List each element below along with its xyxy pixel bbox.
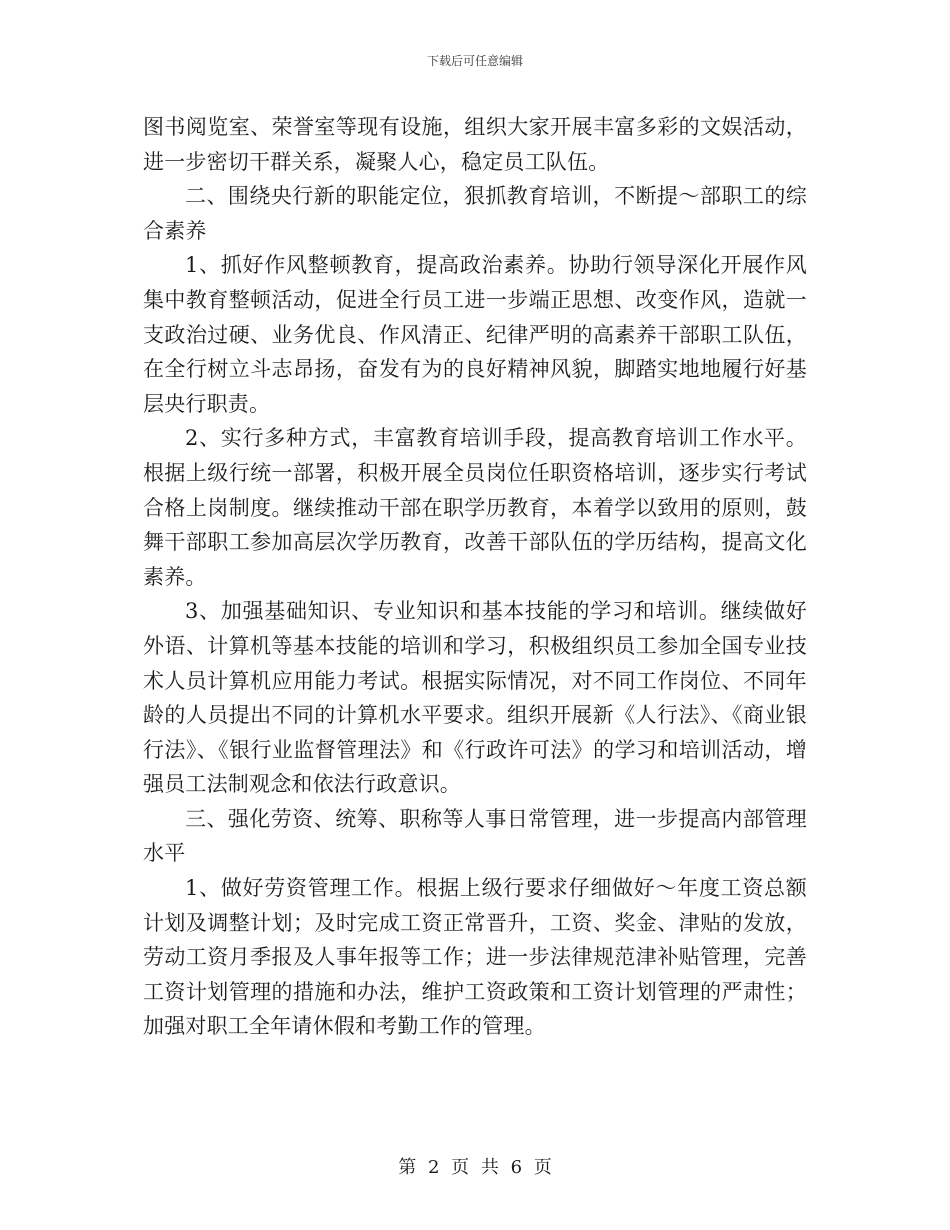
paragraph-item-1-labor: 1、做好劳资管理工作。根据上级行要求仔细做好～年度工资总额计划及调整计划；及时完成工资正常晋升，工资、奖金、津贴的发放，劳动工资月季报及人事年报等工作；进一步法律规范津补贴管理，完善工资计划管理的措施和办法，维护工资政策和工资计划管理的严肃性；加强对职工全年请休假和考勤工作的管理。 — [143, 876, 807, 1039]
paragraph-item-2: 2、实行多种方式，丰富教育培训手段，提高教育培训工作水平。根据上级行统一部署，积极开展全员岗位任职资格培训，逐步实行考试合格上岗制度。继续推动干部在职学历教育，本着学以致用的原则，鼓舞干部职工参加高层次学历教育，改善干部队伍的学历结构，提高文化素养。 — [143, 426, 807, 589]
page-header-note: 下载后可任意编辑 — [426, 54, 523, 68]
paragraph-item-1: 1、抓好作风整顿教育，提高政治素养。协助行领导深化开展作风集中教育整顿活动，促进全行员工进一步端正思想、改变作风，造就一支政治过硬、业务优良、作风清正、纪律严明的高素养干部职工队伍，在全行树立斗志昂扬，奋发有为的良好精神风貌，脚踏实地地履行好基层央行职责。 — [143, 253, 807, 416]
section-heading-3: 三、强化劳资、统筹、职称等人事日常管理，进一步提高内部管理水平 — [143, 806, 807, 866]
paragraph-item-3: 3、加强基础知识、专业知识和基本技能的学习和培训。继续做好外语、计算机等基本技能的培训和学习，积极组织员工参加全国专业技术人员计算机应用能力考试。根据实际情况，对不同工作岗位、不同年龄的人员提出不同的计算机水平要求。组织开展新《人行法》、《商业银行法》、《银行业监督管理法》和《行政许可法》的学习和培训活动，增强员工法制观念和依法行政意识。 — [143, 599, 807, 797]
paragraph-continuation: 图书阅览室、荣誉室等现有设施，组织大家开展丰富多彩的文娱活动，进一步密切干群关系，凝聚人心，稳定员工队伍。 — [143, 115, 807, 174]
section-heading-2: 二、围绕央行新的职能定位，狠抓教育培训，不断提～部职工的综合素养 — [143, 184, 807, 243]
page-number: 第 2 页 共 6 页 — [398, 1157, 552, 1178]
document-body — [143, 110, 807, 1044]
